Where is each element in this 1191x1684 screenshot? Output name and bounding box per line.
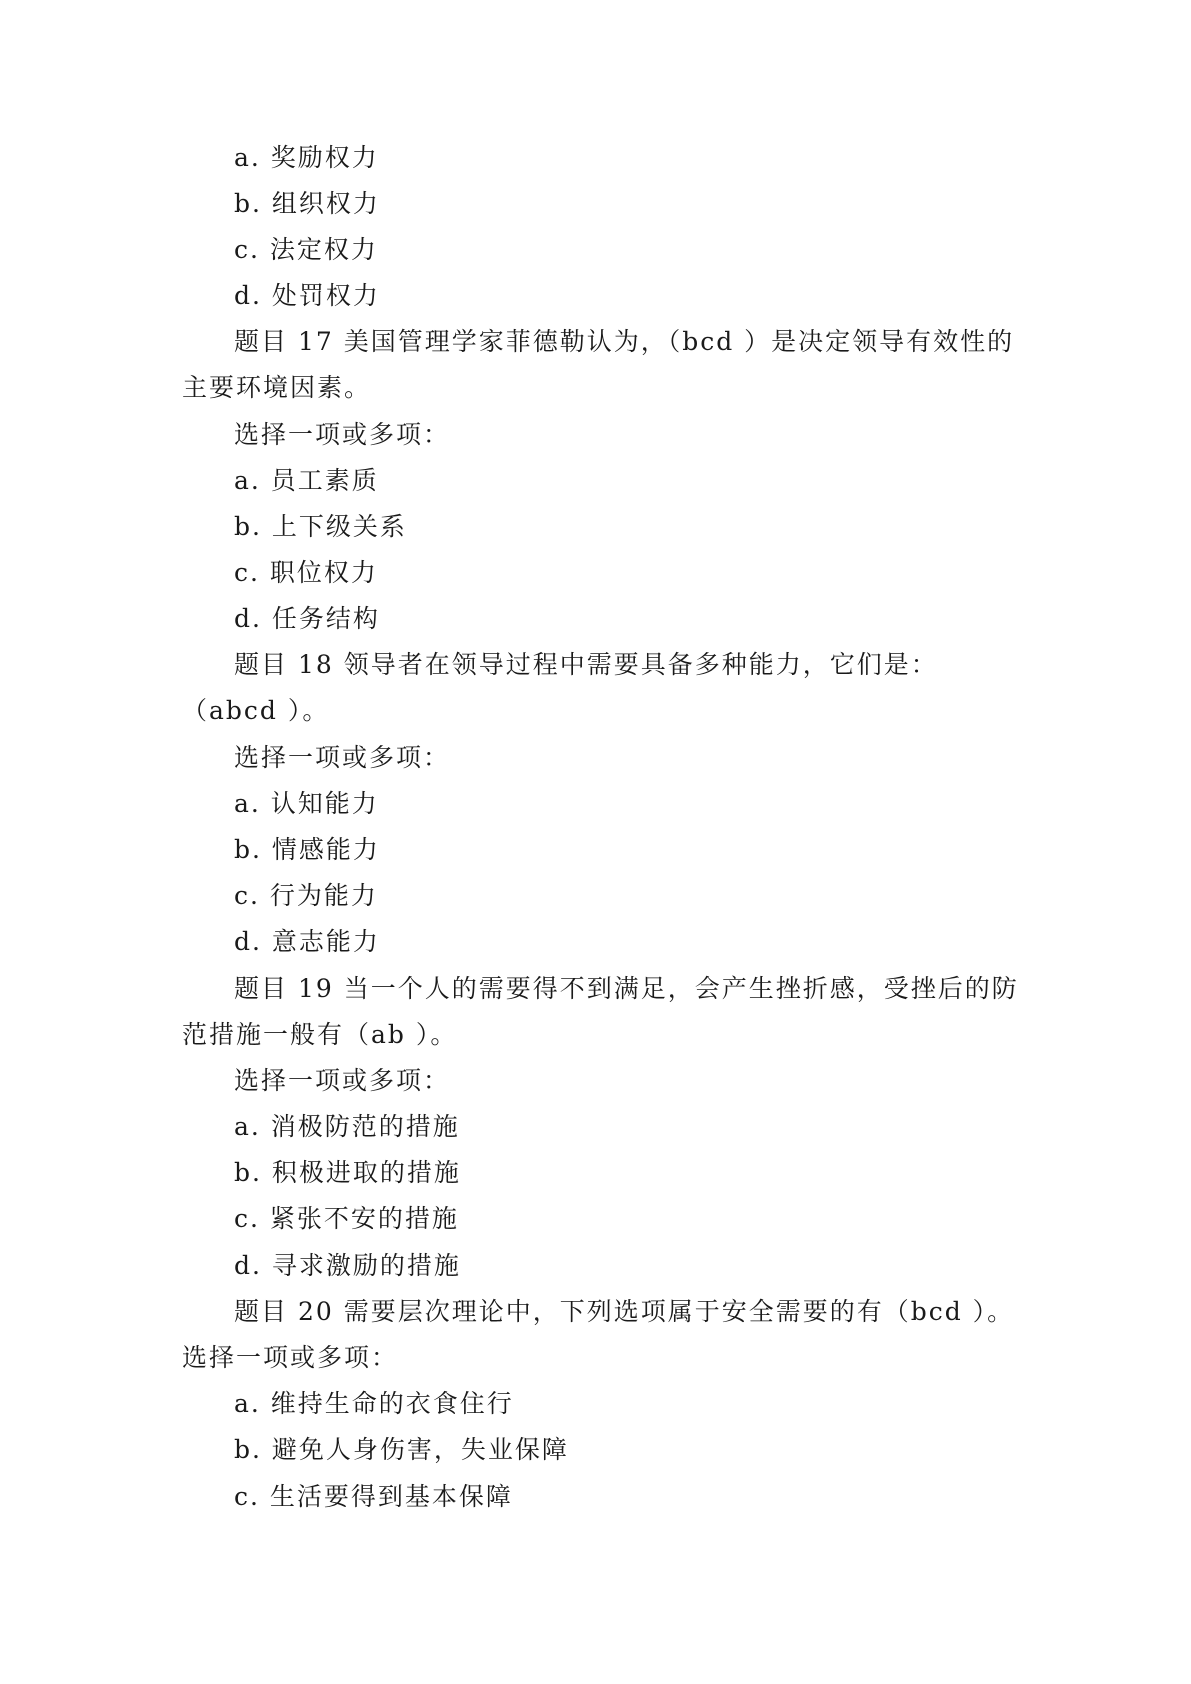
- option-line: b. 积极进取的措施: [234, 1158, 461, 1187]
- select-hint: 选择一项或多项：: [234, 743, 451, 772]
- option-line: c. 职位权力: [234, 558, 378, 587]
- select-hint: 选择一项或多项：: [182, 1343, 399, 1372]
- option-line: a. 员工素质: [234, 466, 379, 495]
- option-line: b. 上下级关系: [234, 512, 407, 541]
- option-line: b. 情感能力: [234, 835, 380, 864]
- option-line: a. 认知能力: [234, 789, 379, 818]
- select-hint: 选择一项或多项：: [234, 1066, 451, 1095]
- option-line: c. 生活要得到基本保障: [234, 1482, 513, 1511]
- question-17-continuation: 主要环境因素。: [182, 373, 372, 402]
- question-18-continuation: （abcd ）。: [182, 696, 330, 725]
- question-20-text: 题目 20 需要层次理论中，下列选项属于安全需要的有（bcd ）。: [234, 1297, 1015, 1326]
- option-line: c. 法定权力: [234, 235, 378, 264]
- question-19-text: 题目 19 当一个人的需要得不到满足，会产生挫折感，受挫后的防: [234, 974, 1019, 1003]
- option-line: d. 意志能力: [234, 927, 380, 956]
- option-line: a. 维持生命的衣食住行: [234, 1389, 514, 1418]
- option-line: a. 消极防范的措施: [234, 1112, 460, 1141]
- option-line: d. 寻求激励的措施: [234, 1251, 461, 1280]
- option-line: d. 任务结构: [234, 604, 380, 633]
- select-hint: 选择一项或多项：: [234, 420, 451, 449]
- question-18-text: 题目 18 领导者在领导过程中需要具备多种能力，它们是：: [234, 650, 938, 679]
- option-line: c. 行为能力: [234, 881, 378, 910]
- option-line: d. 处罚权力: [234, 281, 380, 310]
- option-line: c. 紧张不安的措施: [234, 1204, 459, 1233]
- option-line: a. 奖励权力: [234, 143, 379, 172]
- option-line: b. 组织权力: [234, 189, 380, 218]
- question-17-text: 题目 17 美国管理学家菲德勒认为，（bcd ）是决定领导有效性的: [234, 327, 1015, 356]
- question-19-continuation: 范措施一般有（ab ）。: [182, 1020, 458, 1049]
- option-line: b. 避免人身伤害，失业保障: [234, 1435, 569, 1464]
